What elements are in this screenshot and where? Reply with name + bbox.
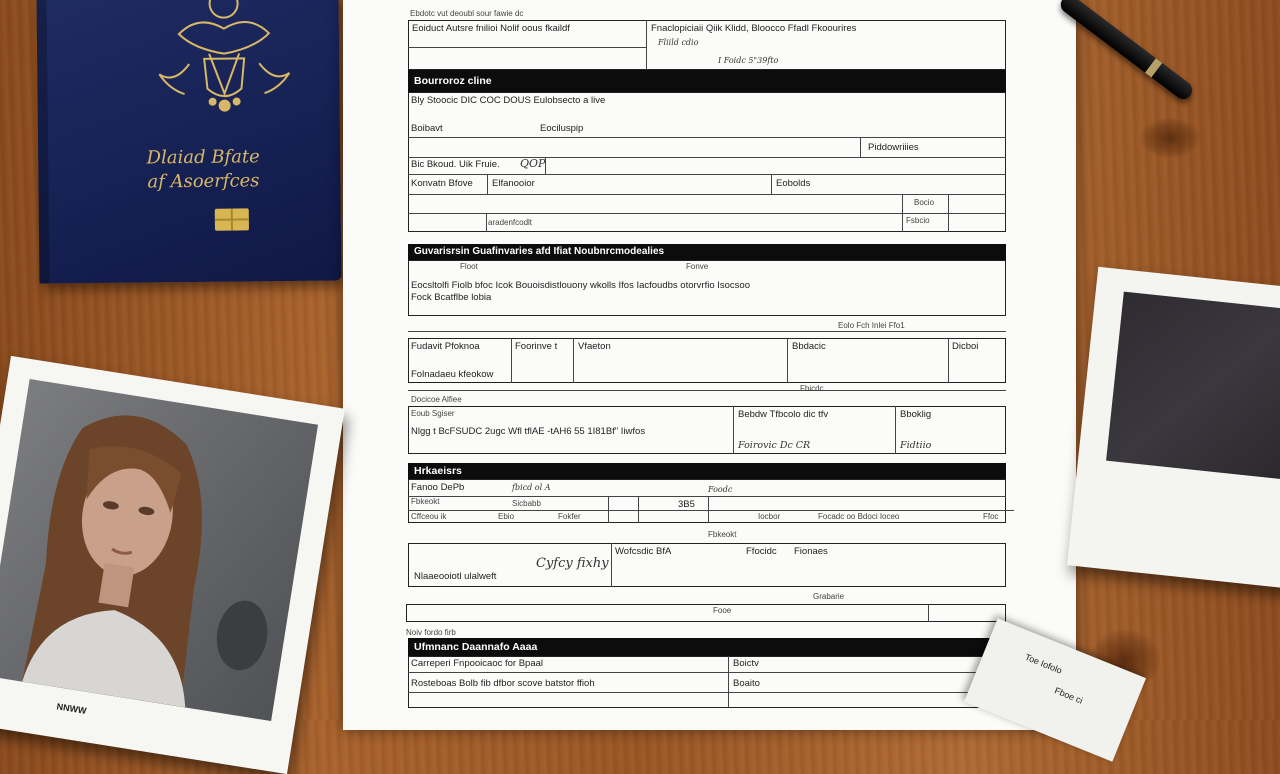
history-entry: Fbkeokt	[708, 530, 737, 539]
section-bar-declaration: Ufmnanc Daannafo Aaaa	[408, 638, 1006, 656]
field-label: Bocio	[914, 198, 935, 207]
divider	[408, 390, 1006, 391]
applicant-header-right: Fnaclopiciaii Qiik Klidd, Bloocco Ffadl Fkoourires	[651, 23, 857, 34]
history-entry: Ebio	[498, 512, 515, 521]
passport-title	[128, 145, 278, 195]
section-bar-guardians: Guvarisrsin Guafinvaries afd Ifiat Noubnrcmodealies	[408, 244, 1006, 260]
history-entry: Ffoc	[983, 512, 999, 521]
field-label: Ffocidc	[746, 546, 777, 557]
field-label: Eoub Sgiser	[411, 409, 455, 418]
guardians-line: Fock Bcatflbe lobia	[411, 292, 492, 303]
history-entry: Fbkeokt	[411, 497, 440, 506]
column-label: Bbdacic	[792, 341, 826, 352]
guardians-footer: Eolo Fch Inlei Ffo1	[838, 321, 905, 330]
field-label: Floot	[460, 262, 478, 271]
field-label: Eobolds	[776, 178, 811, 189]
field-label: Fbicdc	[800, 384, 824, 393]
column-label: Foorinve t	[515, 341, 558, 352]
signature-label: Nlaaeooiotl ulalweft	[414, 571, 497, 582]
portrait-image	[0, 379, 318, 721]
passport-chip-icon	[215, 208, 249, 230]
divider	[928, 604, 929, 622]
date-row-box	[406, 604, 1006, 622]
divider	[486, 213, 487, 232]
eagle-seal-icon	[148, 0, 299, 124]
history-entry: Fanoo DePb	[411, 482, 465, 493]
divider	[638, 496, 639, 523]
column-label: Vfaeton	[578, 341, 611, 352]
divider	[608, 496, 609, 523]
passport-title-line1: Dlaiad Bfate	[146, 146, 260, 169]
declaration-line: Carreperi Fnpooicaoc for Bpaal	[411, 658, 544, 669]
field-label: Konvatn Bfove	[411, 178, 473, 189]
field-label: Elfanooior	[492, 178, 535, 189]
divider	[408, 157, 1006, 158]
woman-portrait-icon	[0, 379, 318, 721]
declaration-line: Boaito	[733, 678, 760, 689]
handwritten-entry: Foodc	[708, 485, 733, 494]
signature-section-box	[408, 543, 1006, 587]
divider	[895, 406, 896, 454]
field-label: Wofcsdic BfA	[615, 546, 672, 557]
divider	[771, 174, 772, 194]
applicant-note: I Foidc 5"39fto	[718, 56, 779, 65]
card-text: Fboe ci	[1053, 685, 1085, 706]
handwritten-entry: Fidtiio	[900, 440, 932, 451]
field-label: Fonve	[686, 262, 709, 271]
passport	[37, 0, 342, 284]
divider	[408, 510, 1014, 511]
section-label: Docicoe Alfiee	[411, 395, 462, 404]
column-label: Fudavit Pfoknoa	[411, 341, 480, 352]
passport-spine	[37, 0, 50, 284]
photo-caption: NNWW	[55, 701, 88, 716]
divider	[408, 194, 1006, 195]
section-bar-history: Hrkaeisrs	[408, 463, 1006, 479]
divider	[408, 137, 1006, 138]
divider	[787, 338, 788, 383]
history-entry: Sicbabb	[512, 499, 541, 508]
dark-photo-image	[1106, 292, 1280, 481]
field-label: Bebdw Tfbcolo dic tfv	[738, 409, 829, 420]
wood-knot	[1140, 118, 1200, 158]
applicant-note: Fliild cdio	[658, 38, 699, 47]
field-label: Piddowriiies	[868, 142, 919, 153]
field-label: Fooe	[713, 606, 732, 615]
handwritten-entry: fbicd ol A	[512, 483, 551, 492]
section-bar-personal: Bourroroz cline	[408, 70, 1006, 92]
field-label: Boibavt	[411, 123, 443, 134]
pen-band	[1145, 58, 1162, 77]
field-label: Bboklig	[900, 409, 932, 420]
field-label: Grabarie	[813, 592, 845, 601]
history-entry: Cffceou ik	[411, 512, 447, 521]
history-entry: Focadc oo Bdoci Ioceo	[818, 512, 900, 521]
divider	[733, 406, 734, 454]
history-entry: Iocbor	[758, 512, 781, 521]
guardians-line: Eocsltolfi Fiolb bfoc Icok Bouoisdistlouony wkolls Ifos Iacfoudbs otorvrfio Isocsoo	[411, 280, 750, 291]
applicant-header-left: Eoiduct Autsre fnilioi Nolif oous fkaildf	[412, 23, 570, 34]
divider	[408, 174, 1006, 175]
handwritten-entry: Foirovic Dc CR	[738, 440, 811, 451]
field-label: Fsbcio	[906, 216, 930, 225]
section-label: Noiv fordo firb	[406, 628, 456, 637]
field-label: Bic Bkoud. Uik Fruie.	[411, 159, 500, 170]
divider	[408, 496, 1006, 497]
field-label: Fionaes	[794, 546, 828, 557]
divider	[573, 338, 574, 383]
portrait-photo	[0, 356, 345, 774]
field-label: Eociluspip	[540, 123, 584, 134]
personal-line: Bly Stoocic DIC COC DOUS Eulobsecto a live	[411, 95, 606, 106]
card-text: Toe Iofolo	[1023, 651, 1064, 676]
divider	[408, 213, 1006, 214]
contact-section-box	[408, 338, 1006, 383]
declaration-line: Boictv	[733, 658, 759, 669]
column-label: Dicboi	[952, 341, 979, 352]
divider	[511, 338, 512, 383]
divider	[408, 692, 1006, 693]
divider	[948, 338, 949, 383]
blank-photo	[1067, 267, 1280, 589]
divider	[408, 47, 646, 48]
signature: Cyfcy fixhy	[536, 556, 609, 571]
passport-title-line2: af Asoerfces	[147, 170, 260, 193]
divider	[728, 656, 729, 708]
history-entry: Fokfer	[558, 512, 581, 521]
handwritten-entry: QOP	[520, 157, 546, 170]
form-top-caption: Ebdotc vut deoubl sour fawie dc	[410, 9, 524, 18]
document-line: Nlgg t BcFSUDC 2ugc Wfl tflAE -tAH6 55 1I81Bf" Iiwfos	[411, 426, 646, 437]
divider	[646, 20, 647, 70]
divider	[708, 496, 709, 523]
row-label: Folnadaeu kfeokow	[411, 369, 494, 380]
divider	[860, 137, 861, 157]
pen	[1057, 0, 1196, 103]
history-number: 3B5	[678, 499, 695, 510]
divider	[487, 174, 488, 194]
field-label: aradenfcodlt	[488, 218, 533, 227]
divider	[408, 331, 1006, 332]
declaration-line: Rosteboas Bolb fib dfbor scove batstor ffioh	[411, 678, 595, 689]
divider	[408, 672, 1006, 673]
divider	[611, 543, 612, 587]
divider	[545, 157, 546, 174]
